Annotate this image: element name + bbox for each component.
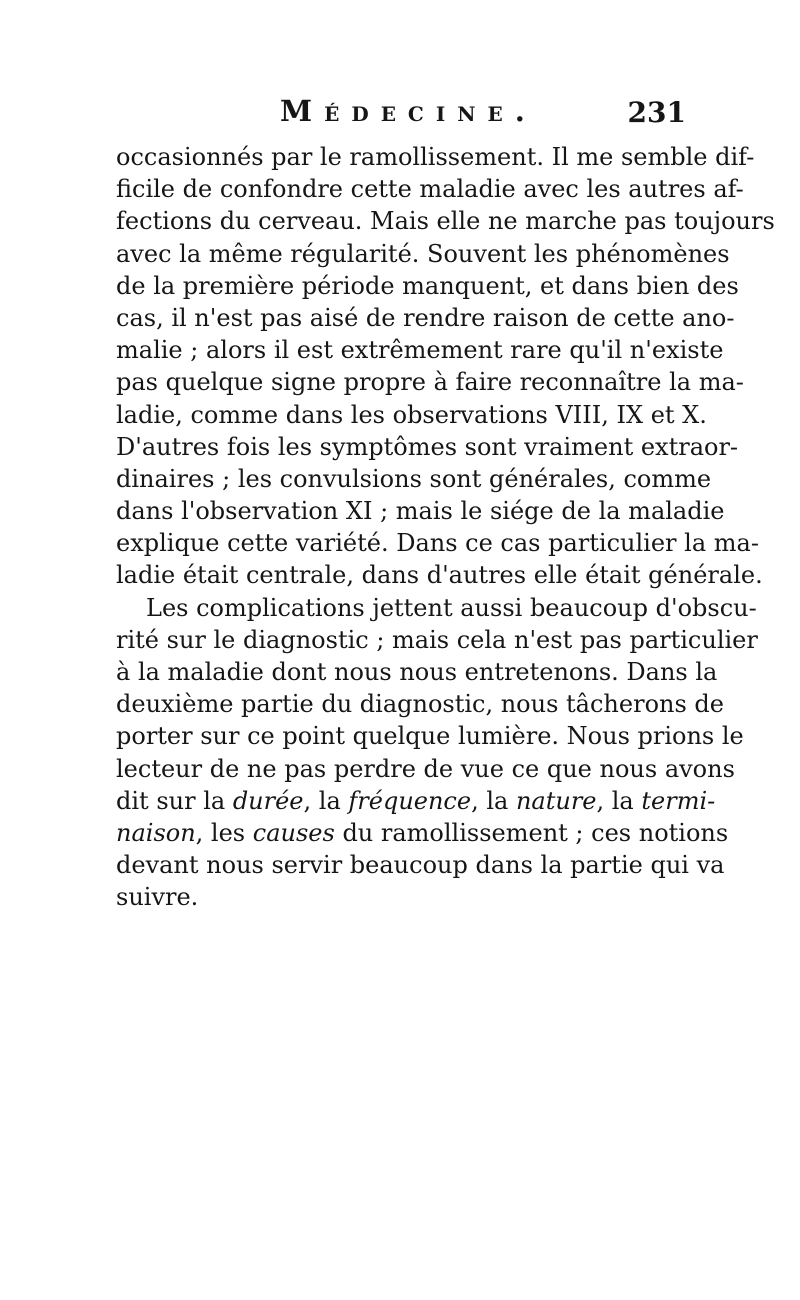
text-line: occasionnés par le ramollissement. Il me semble dif- [116,143,755,171]
italic-term-terminaison: termi- [641,786,716,815]
text-line: explique cette variété. Dans ce cas particulier la ma- [116,529,759,558]
text-run: , la [471,786,516,815]
paragraph-start-line: Les complications jettent aussi beaucoup d'obscu- [146,593,757,622]
text-line: ladie, comme dans les observations VIII, IX et X. [116,400,707,429]
body-text [116,141,775,914]
page-header [120,94,686,134]
text-run: , la [596,786,642,815]
text-line: ficile de confondre cette maladie avec les autres af- [116,175,744,204]
page-number: 231 [627,96,686,129]
italic-term-frequence: fréquence [348,786,472,815]
text-run: dit sur la [116,786,233,815]
italic-term-nature: nature [515,786,597,815]
text-line: devant nous servir beaucoup dans la partie qui va [116,851,725,880]
text-line: D'autres fois les symptômes sont vraiment extraor- [116,432,739,461]
text-line: de la première période manquent, et dans bien des [116,271,739,300]
text-run: , la [303,786,349,815]
italic-term-duree: durée [232,786,304,815]
running-head: Médecine. [280,94,537,128]
text-line [116,785,716,817]
text-line: dans l'observation XI ; mais le siége de la maladie [116,497,725,526]
text-line: rité sur le diagnostic ; mais cela n'est pas particulier [116,625,758,654]
italic-term-terminaison-end: naison [116,818,196,847]
text-run: , les [195,818,253,847]
text-line: à la maladie dont nous nous entretenons. Dans la [116,658,718,686]
text-line: porter sur ce point quelque lumière. Nous prions le [116,722,744,751]
text-run: du ramollissement ; ces notions [334,818,729,847]
text-line: malie ; alors il est extrêmement rare qu'il n'existe [116,336,724,365]
text-line [116,817,729,849]
text-line: ladie était centrale, dans d'autres elle était générale. [116,561,763,590]
italic-term-causes: causes [252,818,335,847]
text-line: avec la même régularité. Souvent les phénomènes [116,239,730,268]
text-line: deuxième partie du diagnostic, nous tâcherons de [116,690,724,719]
text-line: lecteur de ne pas perdre de vue ce que nous avons [116,754,735,783]
text-line: fections du cerveau. Mais elle ne marche pas toujours [116,207,775,236]
text-line: suivre. [116,883,199,912]
text-line: dinaires ; les convulsions sont générales, comme [116,464,712,493]
text-line: cas, il n'est pas aisé de rendre raison de cette ano- [116,303,735,332]
text-line: pas quelque signe propre à faire reconnaître la ma- [116,368,744,397]
